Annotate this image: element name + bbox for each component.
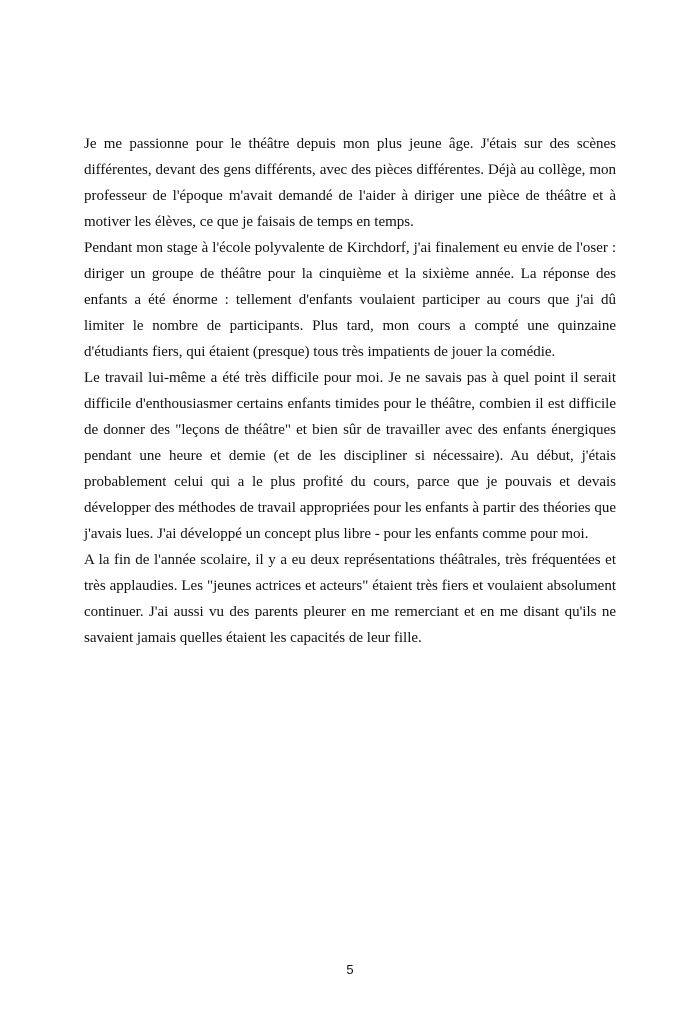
body-text [84,131,616,651]
paragraph-1: Je me passionne pour le théâtre depuis mon plus jeune âge. J'étais sur des scènes différentes, devant des gens différents, avec des pièces différentes. Déjà au collège, mon professeur de l'époque m'avait demandé de l'aider à diriger une pièce de théâtre et à motiver les élèves, ce que je faisais de temps en temps. [84,136,616,230]
paragraph-3: Le travail lui-même a été très difficile pour moi. Je ne savais pas à quel point il serait difficile d'enthousiasmer certains enfants timides pour le théâtre, combien il est difficile de donner des "leçons de théâtre" et bien sûr de travailler avec des enfants énergiques pendant une heure et demie (et de les discipliner si nécessaire). Au début, j'étais probablement celui qui a le plus profité du cours, parce que je pouvais et devais développer des méthodes de travail appropriées pour les enfants à partir des théories que j'avais lues. J'ai développé un concept plus libre - pour les enfants comme pour moi. [84,370,616,542]
page-number: 5 [346,962,354,977]
paragraph-2: Pendant mon stage à l'école polyvalente de Kirchdorf, j'ai finalement eu envie de l'oser : diriger un groupe de théâtre pour la cinquième et la sixième année. La réponse des enfants a été énorme : tellement d'enfants voulaient participer au cours que j'ai dû limiter le nombre de participants. Plus tard, mon cours a compté une quinzaine d'étudiants fiers, qui étaient (presque) tous très impatients de jouer la comédie. [84,240,616,360]
paragraph-4: A la fin de l'année scolaire, il y a eu deux représentations théâtrales, très fréquentées et très applaudies. Les "jeunes actrices et acteurs" étaient très fiers et voulaient absolument continuer. J'ai aussi vu des parents pleurer en me remerciant et en me disant qu'ils ne savaient jamais quelles étaient les capacités de leur fille. [84,552,616,646]
